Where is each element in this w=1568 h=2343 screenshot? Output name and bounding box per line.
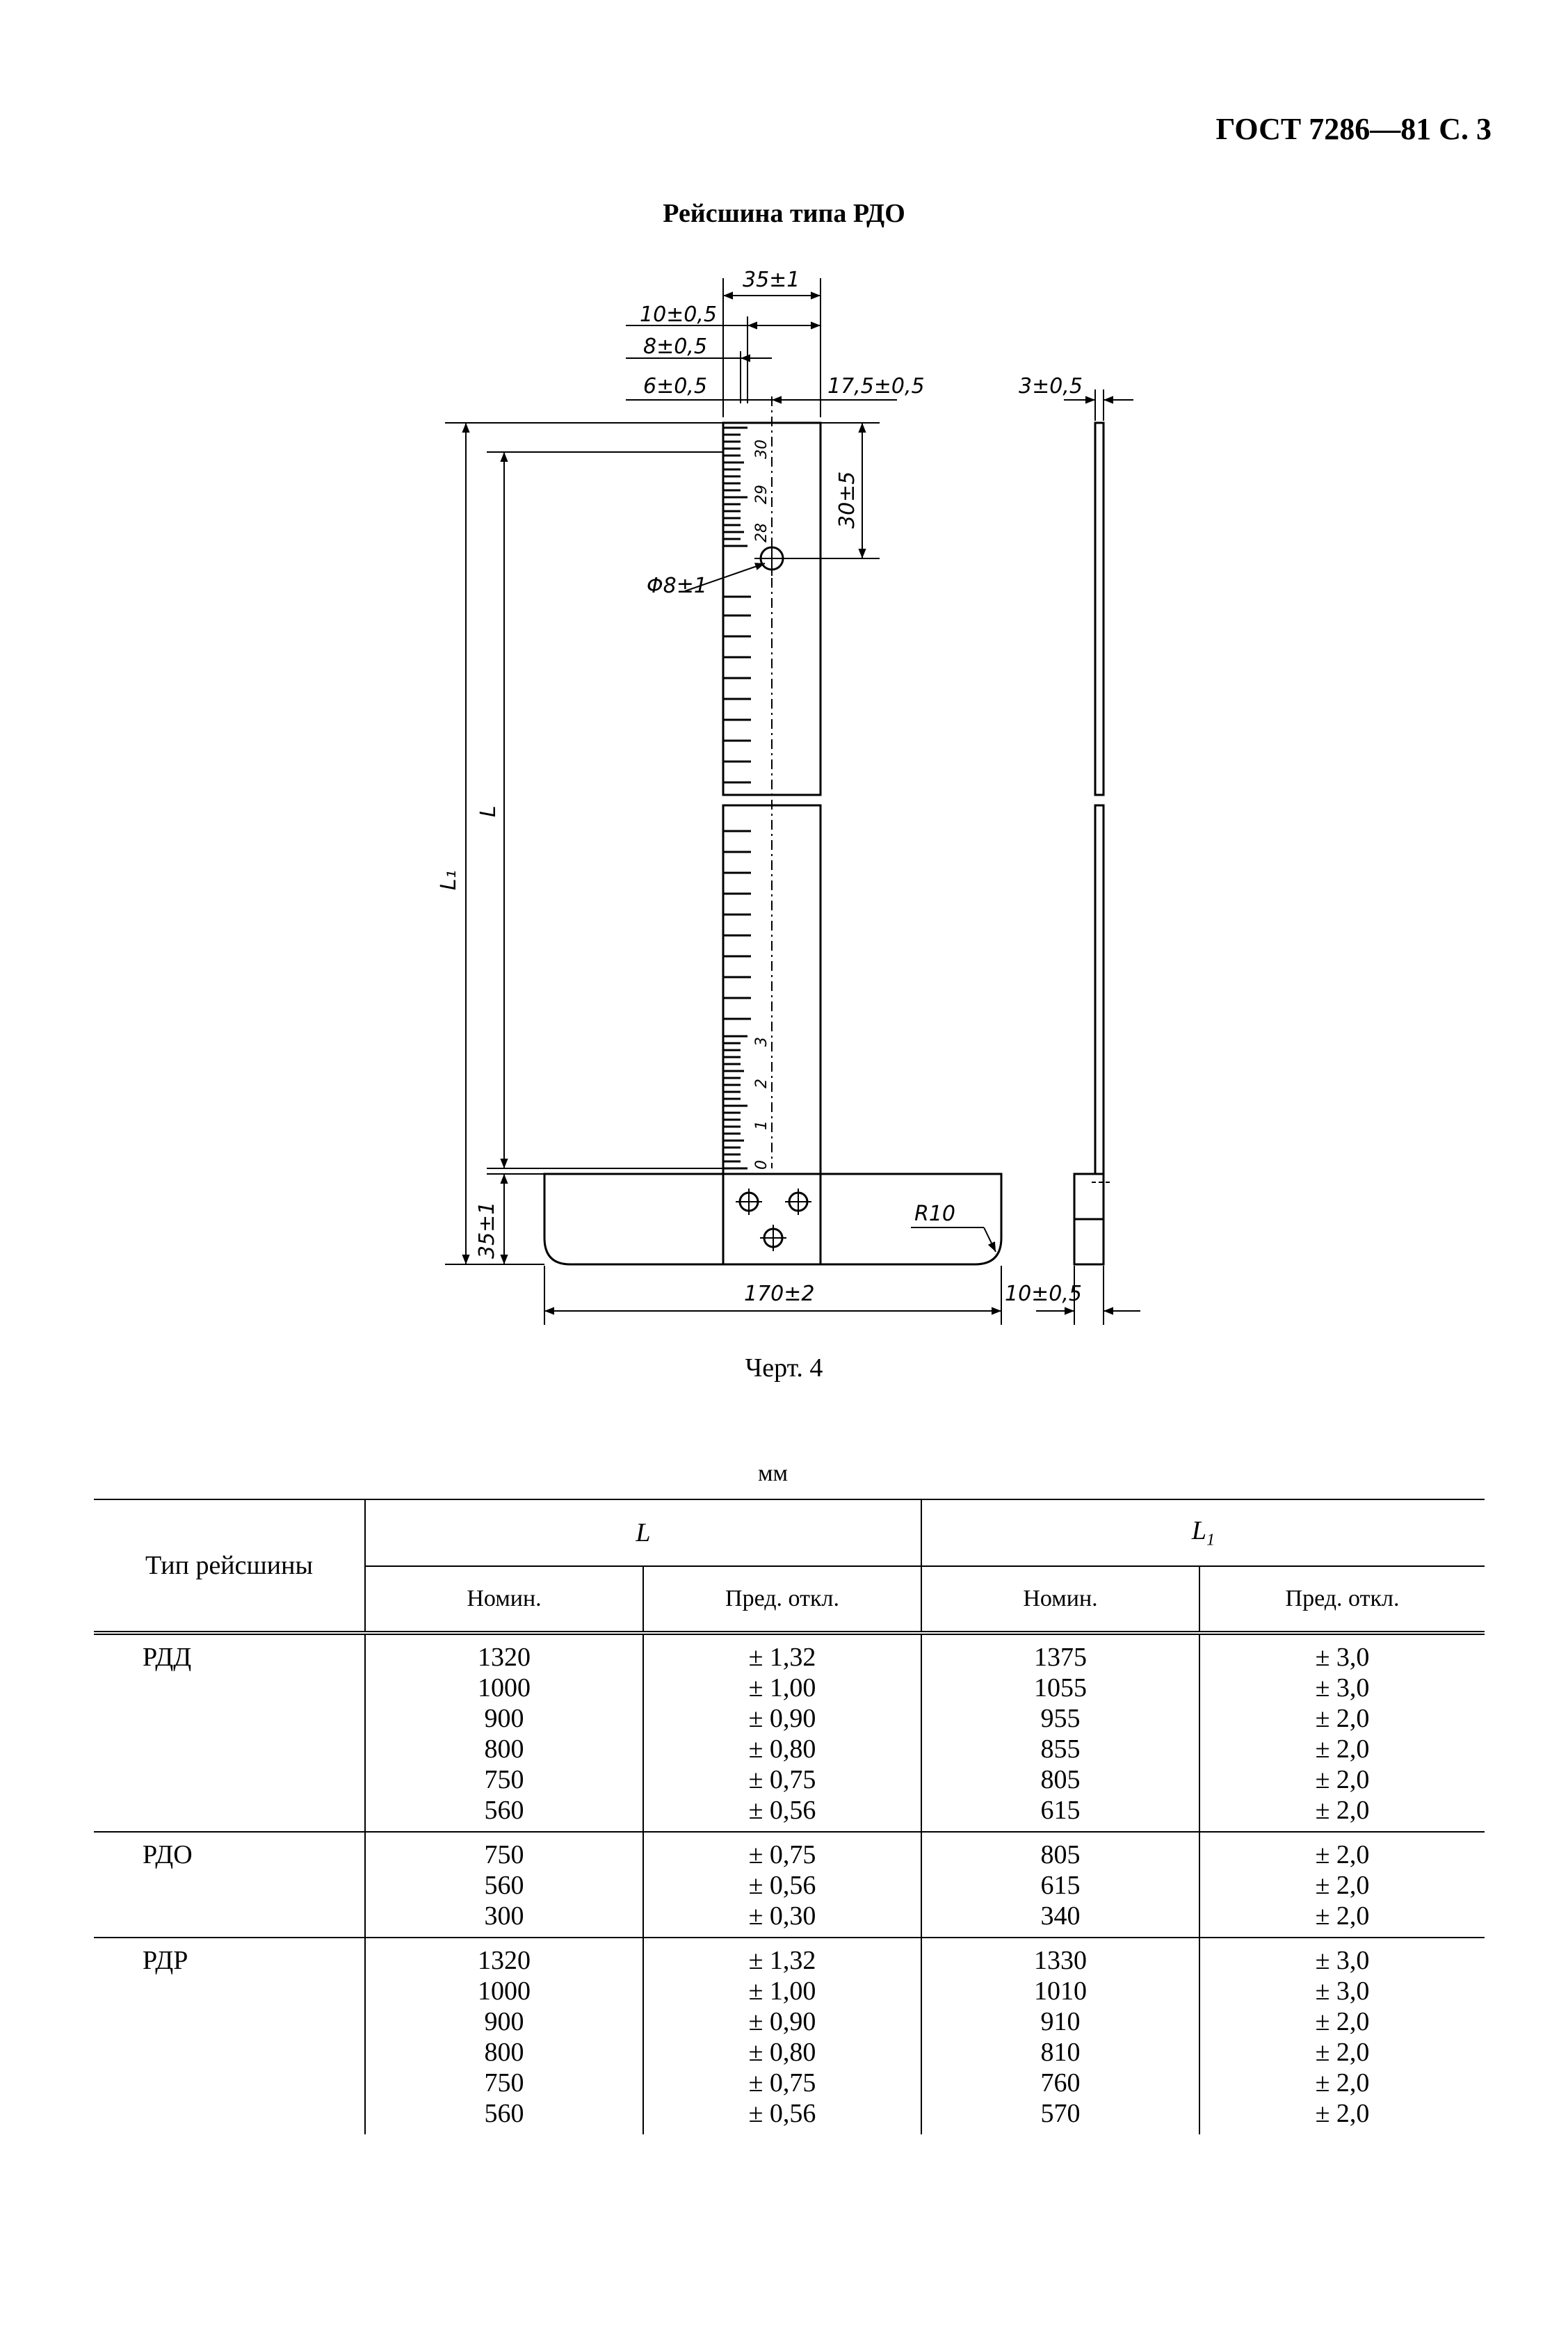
dim-30: 30±5	[835, 471, 859, 529]
dim-35-top: 35±1	[743, 268, 800, 292]
L1-deviation-cell: ± 2,0 ± 2,0 ± 2,0	[1199, 1832, 1485, 1938]
scale-label: 2	[753, 1079, 770, 1088]
L1-nominal-cell: 805 615 340	[921, 1832, 1199, 1938]
scale-label: 0	[753, 1160, 770, 1170]
drawing-title: Рейсшина типа РДО	[663, 199, 905, 228]
col-type-header: Тип рейсшины	[94, 1499, 365, 1633]
dimensions-table	[94, 1499, 1485, 2134]
dim-L: L	[476, 805, 501, 817]
unit-label: мм	[758, 1460, 789, 1486]
scale-label: 1	[753, 1120, 770, 1130]
side-view	[1074, 423, 1104, 1264]
table-row	[94, 1938, 1485, 2134]
col-deviation-header: Пред. откл.	[1199, 1566, 1485, 1633]
col-deviation-header: Пред. откл.	[643, 1566, 921, 1633]
drawing-caption: Черт. 4	[745, 1353, 823, 1383]
type-cell: РДО	[94, 1832, 365, 1938]
scale-label: 30	[753, 440, 770, 459]
L-nominal-cell: 1320 1000 900 800 750 560	[365, 1633, 643, 1832]
L-nominal-cell: 750 560 300	[365, 1832, 643, 1938]
scale-label: 3	[753, 1037, 770, 1047]
L-deviation-cell: ± 1,32 ± 1,00 ± 0,90 ± 0,80 ± 0,75 ± 0,56	[643, 1938, 921, 2134]
dim-L1: L₁	[437, 870, 461, 890]
dim-3: 3±0,5	[1019, 374, 1083, 398]
col-L-header: L	[365, 1499, 921, 1566]
dim-8: 8±0,5	[643, 335, 707, 359]
dim-170: 170±2	[744, 1282, 815, 1306]
dim-r10: R10	[914, 1202, 956, 1226]
dim-35-base: 35±1	[475, 1201, 499, 1259]
scale-label: 28	[753, 523, 770, 542]
L1-nominal-cell: 1330 1010 910 810 760 570	[921, 1938, 1199, 2134]
type-cell: РДР	[94, 1938, 365, 2134]
L-nominal-cell: 1320 1000 900 800 750 560	[365, 1938, 643, 2134]
dim-phi: Φ8±1	[647, 574, 707, 598]
scale-label: 29	[753, 485, 770, 504]
table-row	[94, 1633, 1485, 1832]
dim-6: 6±0,5	[643, 374, 707, 398]
L1-deviation-cell: ± 3,0 ± 3,0 ± 2,0 ± 2,0 ± 2,0 ± 2,0	[1199, 1938, 1485, 2134]
col-nominal-header: Номин.	[365, 1566, 643, 1633]
L1-deviation-cell: ± 3,0 ± 3,0 ± 2,0 ± 2,0 ± 2,0 ± 2,0	[1199, 1633, 1485, 1832]
dim-10: 10±0,5	[640, 303, 718, 327]
col-L1-header: $L_1$	[921, 1499, 1485, 1566]
dim-17: 17,5±0,5	[827, 374, 925, 398]
L-deviation-cell: ± 0,75 ± 0,56 ± 0,30	[643, 1832, 921, 1938]
table-row	[94, 1832, 1485, 1938]
L-deviation-cell: ± 1,32 ± 1,00 ± 0,90 ± 0,80 ± 0,75 ± 0,56	[643, 1633, 921, 1832]
col-nominal-header: Номин.	[921, 1566, 1199, 1633]
scale-lower	[723, 831, 751, 1168]
type-cell: РДД	[143, 1643, 192, 1672]
L1-nominal-cell: 1375 1055 955 855 805 615	[921, 1633, 1199, 1832]
rivets	[736, 1189, 811, 1251]
page-header: ГОСТ 7286—81 С. 3	[1215, 112, 1492, 146]
scale-upper	[723, 428, 751, 782]
dim-10-side: 10±0,5	[1005, 1282, 1083, 1306]
